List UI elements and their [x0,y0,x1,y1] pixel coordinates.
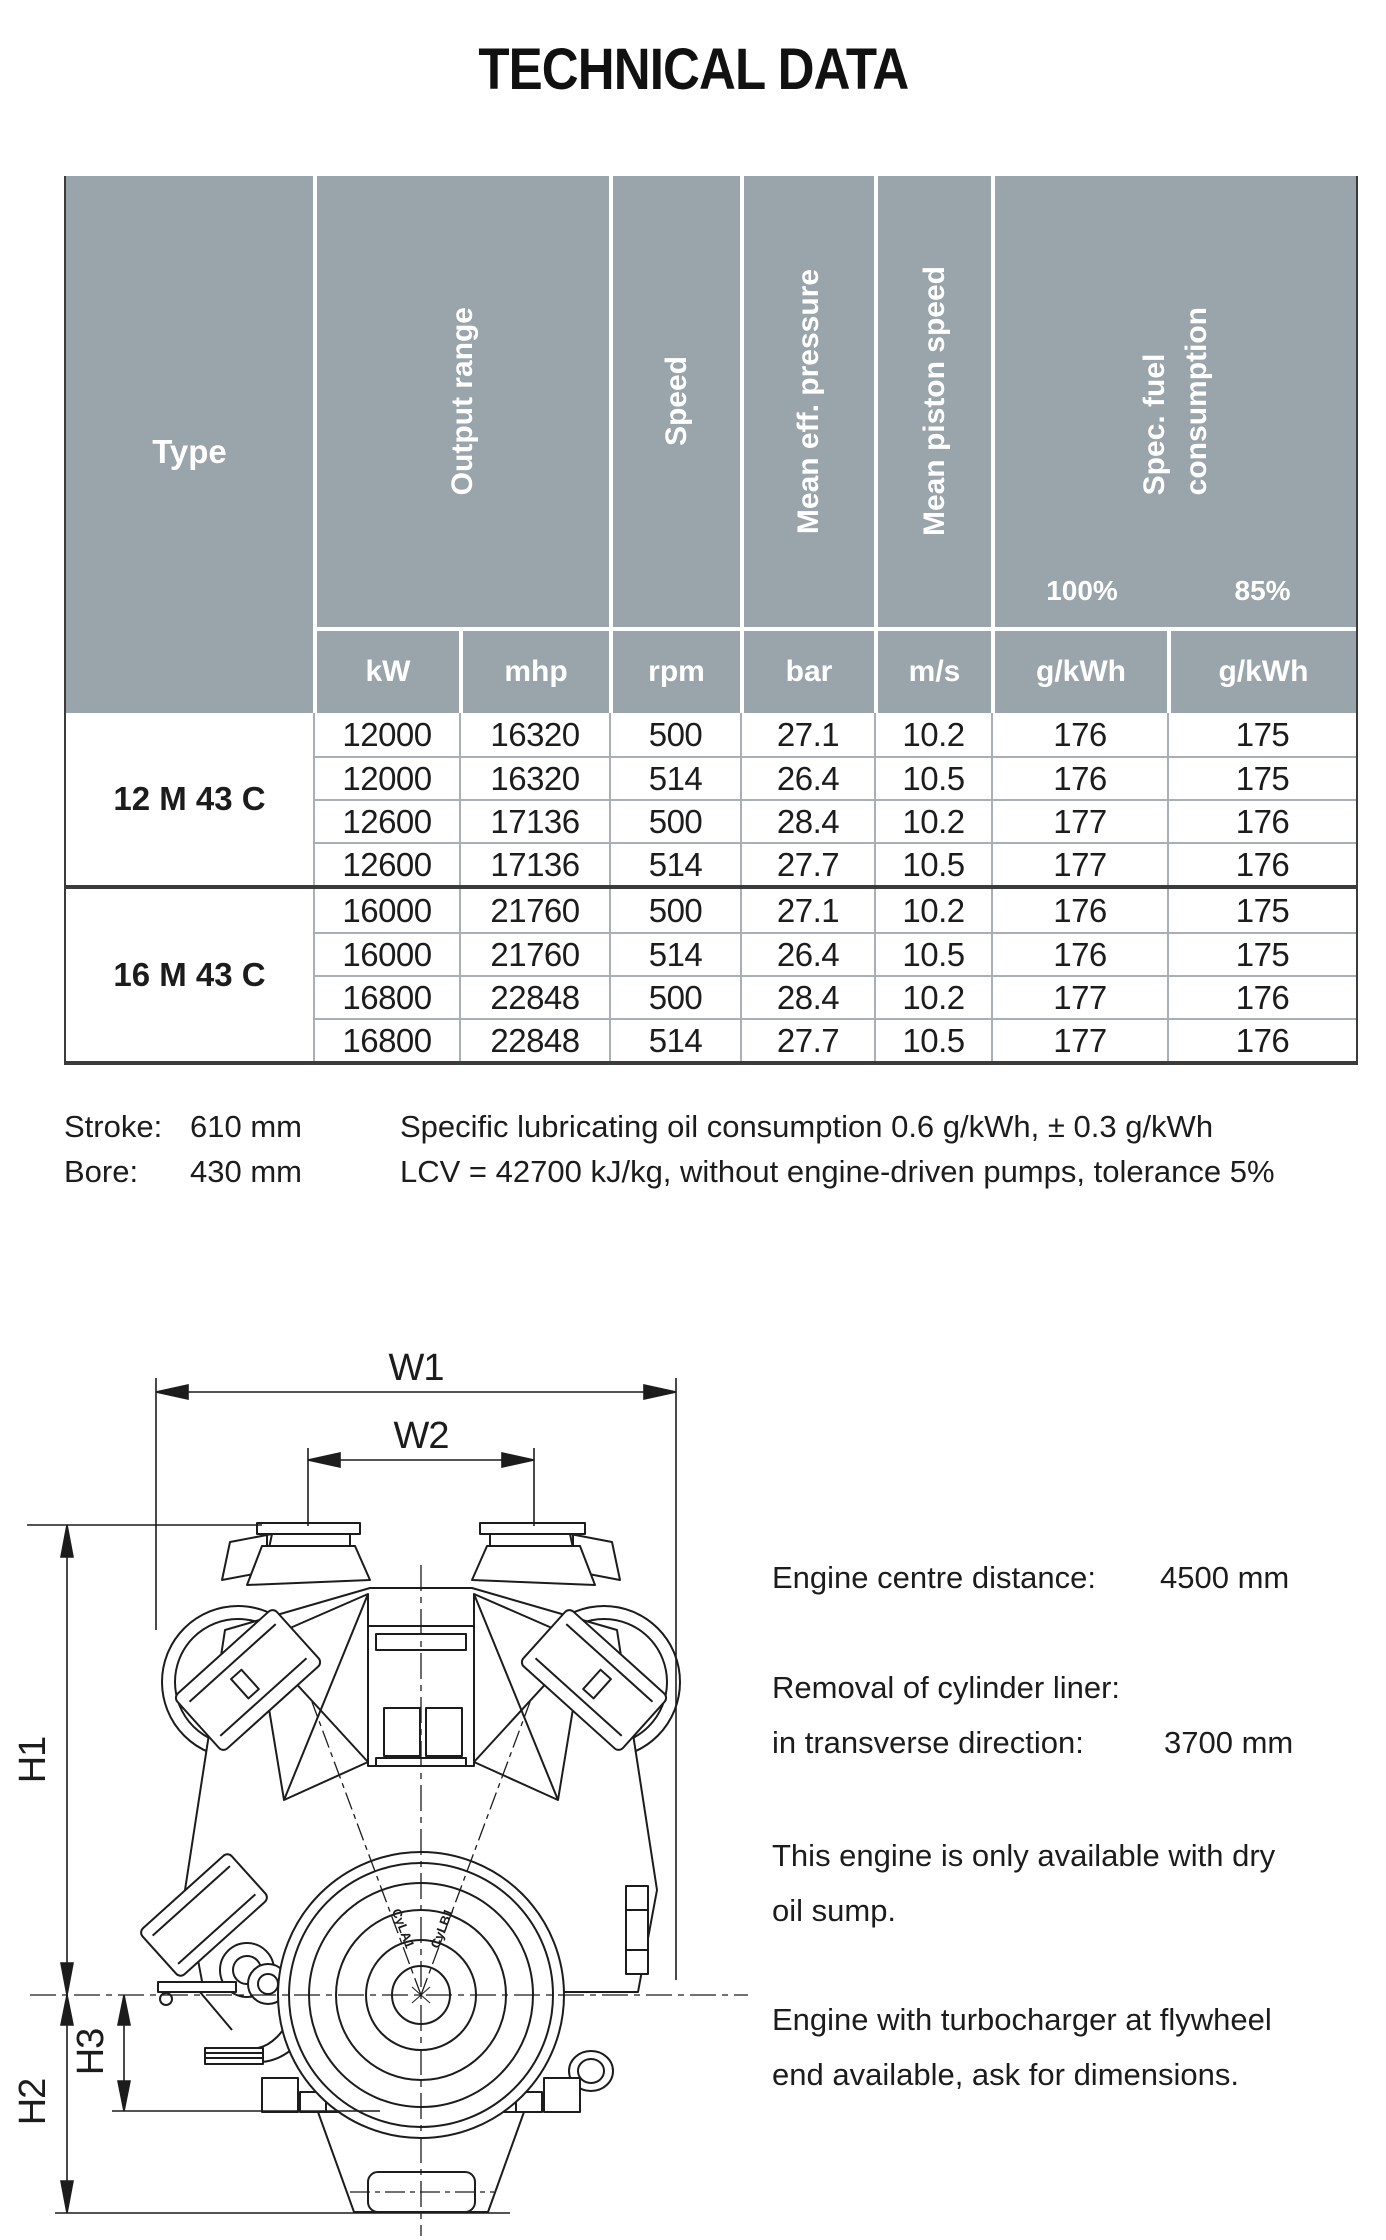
table-cell: 27.1 [740,713,874,756]
table-cell: 500 [609,975,740,1018]
dimension-label-w1: W1 [388,1347,444,1389]
engine-body [139,1523,680,2212]
table-cell: 176 [1167,799,1356,842]
unit-gkwh-100: g/kWh [991,627,1167,713]
table-cell: 177 [991,799,1167,842]
table-cell: 22848 [459,975,609,1018]
liner-removal-value: 3700 mm [1164,1725,1294,1760]
table-cell: 514 [609,842,740,885]
table-cell: 10.5 [874,1018,991,1061]
table-cell: 10.5 [874,756,991,799]
stroke-value: 610 mm [190,1109,302,1144]
table-cell: 500 [609,889,740,932]
table-cell: 176 [1167,1018,1356,1061]
table-bottom-border [66,1061,1356,1065]
bore-value: 430 mm [190,1154,302,1189]
table-cell: 10.2 [874,713,991,756]
dry-sump-line2: oil sump. [772,1893,897,1928]
table-cell: 177 [991,975,1167,1018]
intake-flange-right [480,1523,585,1534]
load-85-label: 85% [1234,575,1291,606]
unit-rpm: rpm [609,627,740,713]
table-cell: 12600 [313,799,459,842]
centre-distance-label: Engine centre distance: [772,1560,1096,1595]
column-header-mean-eff-pressure: Mean eff. pressure [740,176,874,627]
table-cell: 28.4 [740,799,874,842]
table-cell: 26.4 [740,756,874,799]
unit-mhp: mhp [459,627,609,713]
dimension-label-h1: H1 [12,1736,54,1784]
table-cell: 176 [991,713,1167,756]
table-cell: 176 [991,756,1167,799]
technical-data-table [64,176,1358,1065]
table-cell: 17136 [459,799,609,842]
table-cell: 177 [991,1018,1167,1061]
table-cell: 500 [609,799,740,842]
table-cell: 16000 [313,932,459,975]
unit-gkwh-85: g/kWh [1167,627,1356,713]
table-cell: 175 [1167,713,1356,756]
table-cell: 26.4 [740,932,874,975]
liner-removal-line1: Removal of cylinder liner: [772,1670,1121,1705]
table-cell: 176 [1167,975,1356,1018]
column-header-output-range: Output range [313,176,609,627]
table-cell: 10.2 [874,799,991,842]
centre-distance-value: 4500 mm [1160,1560,1290,1595]
cylinder-a1-label: CyLA1 [388,1906,418,1951]
dry-sump-line1: This engine is only available with dry [772,1838,1276,1873]
cylinder-b1-label: CyLB1 [427,1906,457,1951]
table-header [66,176,1356,713]
liner-removal-line2: in transverse direction: [772,1725,1084,1760]
table-cell: 177 [991,842,1167,885]
dimension-label-h2: H2 [12,2078,54,2126]
table-cell: 27.7 [740,1018,874,1061]
table-cell: 514 [609,932,740,975]
table-cell: 16320 [459,713,609,756]
load-percentage-row [995,575,1356,607]
engine-type-label: 12 M 43 C [113,780,266,817]
engine-group-12m43c [66,713,1356,885]
table-cell: 17136 [459,842,609,885]
table-cell: 16800 [313,1018,459,1061]
stroke-bore-notes [64,1104,302,1194]
table-cell: 175 [1167,756,1356,799]
table-cell: 16800 [313,975,459,1018]
engine-drawing-svg [0,1330,760,2240]
table-cell: 16000 [313,889,459,932]
table-cell: 10.2 [874,975,991,1018]
table-cell: 176 [991,889,1167,932]
table-cell: 10.5 [874,932,991,975]
table-cell: 175 [1167,932,1356,975]
table-cell: 27.1 [740,889,874,932]
column-header-type: Type [152,432,227,470]
unit-ms: m/s [874,627,991,713]
unit-kw: kW [313,627,459,713]
bore-label: Bore: [64,1154,139,1189]
dimension-label-h3: H3 [70,2028,112,2076]
table-cell: 500 [609,713,740,756]
table-cell: 176 [1167,842,1356,885]
table-cell: 514 [609,1018,740,1061]
unit-bar: bar [740,627,874,713]
engine-group-16m43c [66,889,1356,1061]
table-cell: 27.7 [740,842,874,885]
table-cell: 21760 [459,889,609,932]
turbo-flywheel-line2: end available, ask for dimensions. [772,2057,1239,2092]
engine-front-view-drawing [0,1330,760,2240]
lube-consumption-line: Specific lubricating oil consumption 0.6 g/kWh, ± 0.3 g/kWh [400,1109,1214,1144]
engine-type-label: 16 M 43 C [113,956,266,993]
turbo-flywheel-line1: Engine with turbocharger at flywheel [772,2002,1272,2037]
page-title: TECHNICAL DATA [477,37,908,102]
table-cell: 22848 [459,1018,609,1061]
table-cell: 176 [991,932,1167,975]
table-cell: 28.4 [740,975,874,1018]
lcv-line: LCV = 42700 kJ/kg, without engine-driven pumps, tolerance 5% [400,1154,1275,1189]
table-cell: 10.2 [874,889,991,932]
dimension-label-w2: W2 [393,1415,449,1457]
column-header-mean-piston-speed: Mean piston speed [874,176,991,627]
column-header-spec-fuel-consumption: Spec. fuel consumption 100% 85% [991,176,1356,627]
stroke-label: Stroke: [64,1109,163,1144]
table-cell: 12600 [313,842,459,885]
table-cell: 21760 [459,932,609,975]
table-cell: 10.5 [874,842,991,885]
bore-line [64,1149,302,1194]
table-cell: 12000 [313,713,459,756]
stroke-line [64,1104,302,1149]
table-cell: 16320 [459,756,609,799]
table-cell: 12000 [313,756,459,799]
load-100-label: 100% [1046,575,1118,606]
table-cell: 514 [609,756,740,799]
consumption-notes [400,1104,1275,1194]
column-header-speed: Speed [609,176,740,627]
table-cell: 175 [1167,889,1356,932]
